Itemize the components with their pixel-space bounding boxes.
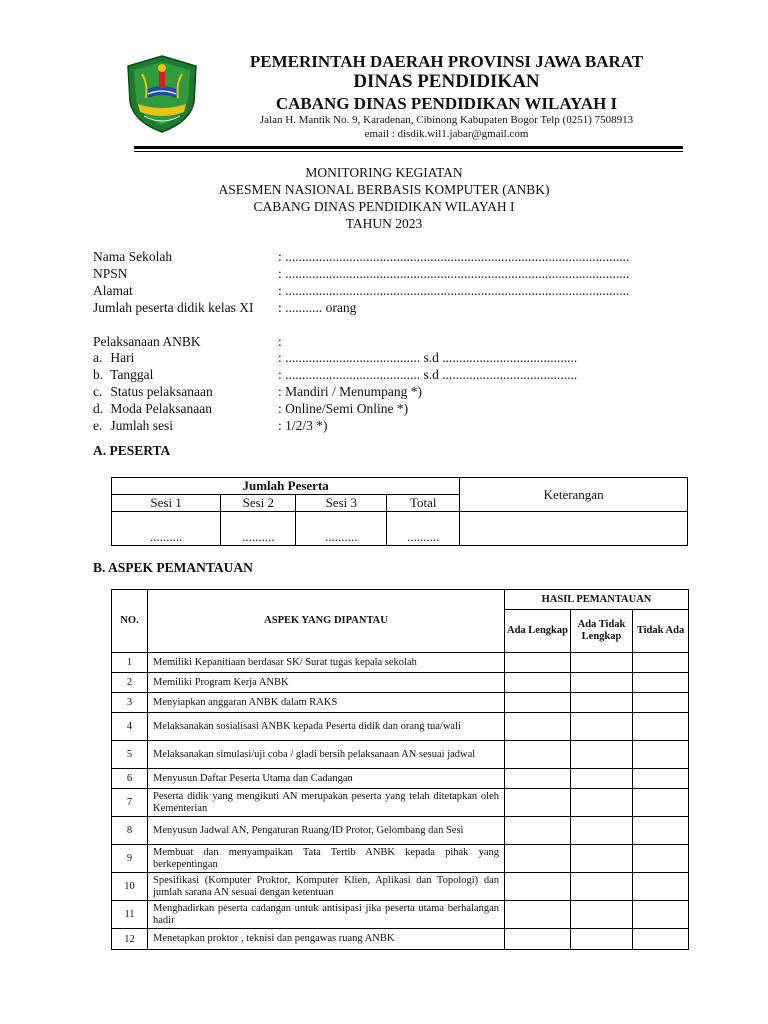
tidak-ada-cell[interactable] [633,713,689,741]
col-ada-tidak-lengkap-header: Ada Tidak Lengkap [571,610,633,653]
tidak-ada-cell[interactable] [633,929,689,950]
item-number: b. [93,367,104,382]
ada-tidak-lengkap-cell[interactable] [571,929,633,950]
tidak-ada-cell[interactable] [633,653,689,673]
row-aspect-text: Memiliki Kepanitiaan berdasar SK/ Surat tugas kepala sekolah [148,653,505,673]
info-label: Alamat [93,283,133,298]
item-value-blank[interactable]: : ........................................ s.d ........................................ [278,367,578,382]
row-aspect-text: Melaksanakan simulasi/uji coba / gladi bersih pelaksanaan AN sesuai jadwal [148,741,505,769]
ada-tidak-lengkap-cell[interactable] [571,673,633,693]
item-number: e. [93,418,103,433]
row-number: 2 [112,673,148,693]
section-b-title: B. ASPEK PEMANTAUAN [93,560,253,575]
item-number: a. [93,350,103,365]
tidak-ada-cell[interactable] [633,693,689,713]
header-divider-thin [134,151,683,152]
ada-tidak-lengkap-cell[interactable] [571,845,633,873]
row-number: 9 [112,845,148,873]
row-number: 5 [112,741,148,769]
info-value-blank[interactable]: : ...................................................................................................... [278,249,630,264]
item-number: d. [93,401,104,416]
row-aspect-text: Menetapkan proktor , teknisi dan pengawas ruang ANBK [148,929,505,950]
total-cell[interactable]: .......... [387,512,460,546]
row-number: 4 [112,713,148,741]
ada-tidak-lengkap-cell[interactable] [571,769,633,789]
col-tidak-ada-header: Tidak Ada [633,610,689,653]
ada-lengkap-cell[interactable] [505,653,571,673]
row-aspect-text: Menyusun Daftar Peserta Utama dan Cadangan [148,769,505,789]
info-value-blank[interactable]: : ........... orang [278,300,357,315]
sesi-2-cell[interactable]: .......... [221,512,296,546]
ada-tidak-lengkap-cell[interactable] [571,693,633,713]
item-label: Moda Pelaksanaan [110,401,212,416]
item-label: Status pelaksanaan [110,384,213,399]
ada-lengkap-cell[interactable] [505,901,571,929]
row-aspect-text: Memiliki Program Kerja ANBK [148,673,505,693]
tidak-ada-cell[interactable] [633,901,689,929]
table-row [112,817,689,845]
ada-tidak-lengkap-cell[interactable] [571,789,633,817]
header-branch-name: CABANG DINAS PENDIDIKAN WILAYAH I [275,94,618,113]
aspek-pemantauan-table [111,589,689,950]
table-row [112,653,689,673]
info-value-blank[interactable]: : ...................................................................................................... [278,266,630,281]
tidak-ada-cell[interactable] [633,873,689,901]
table-row [112,741,689,769]
section-a-title: A. PESERTA [93,443,171,458]
row-aspect-text: Melaksanakan sosialisasi ANBK kepada Peserta didik dan orang tua/wali [148,713,505,741]
pelaksanaan-label: Pelaksanaan ANBK [93,334,201,349]
ada-lengkap-cell[interactable] [505,845,571,873]
item-number: c. [93,384,103,399]
row-number: 7 [112,789,148,817]
ada-tidak-lengkap-cell[interactable] [571,713,633,741]
table-row [112,901,689,929]
jumlah-peserta-header: Jumlah Peserta [112,478,460,495]
ada-lengkap-cell[interactable] [505,929,571,950]
keterangan-cell[interactable] [460,512,688,546]
table-row [112,713,689,741]
doc-title-line3: CABANG DINAS PENDIDIKAN WILAYAH I [253,199,515,214]
ada-lengkap-cell[interactable] [505,693,571,713]
table-row [112,769,689,789]
sesi-1-header: Sesi 1 [112,495,221,512]
table-row [112,789,689,817]
ada-tidak-lengkap-cell[interactable] [571,817,633,845]
row-aspect-text: Membuat dan menyampaikan Tata Tertib ANBK kepada pihak yang berkepentingan [148,845,505,873]
ada-lengkap-cell[interactable] [505,741,571,769]
row-aspect-text: Menyusun Jadwal AN, Pengaturan Ruang/ID Protor, Gelombang dan Sesi [148,817,505,845]
row-number: 10 [112,873,148,901]
col-aspek-header: ASPEK YANG DIPANTAU [148,590,505,653]
ada-lengkap-cell[interactable] [505,789,571,817]
info-value-blank[interactable]: : ...................................................................................................... [278,283,630,298]
col-ada-lengkap-header: Ada Lengkap [505,610,571,653]
header-address: Jalan H. Mantik No. 9, Karadenan, Cibinong Kabupaten Bogor Telp (0251) 7508913 [259,114,634,126]
sesi-3-cell[interactable]: .......... [296,512,387,546]
tidak-ada-cell[interactable] [633,769,689,789]
ada-lengkap-cell[interactable] [505,673,571,693]
ada-tidak-lengkap-cell[interactable] [571,653,633,673]
ada-tidak-lengkap-cell[interactable] [571,901,633,929]
ada-lengkap-cell[interactable] [505,713,571,741]
keterangan-header: Keterangan [460,478,688,512]
tidak-ada-cell[interactable] [633,673,689,693]
row-aspect-text: Menghadirkan peserta cadangan untuk antisipasi jika peserta utama berhalangan hadir [148,901,505,929]
ada-tidak-lengkap-cell[interactable] [571,741,633,769]
sesi-3-header: Sesi 3 [296,495,387,512]
sesi-1-cell[interactable]: .......... [112,512,221,546]
info-label: Nama Sekolah [93,249,173,264]
info-label: NPSN [93,266,128,281]
tidak-ada-cell[interactable] [633,789,689,817]
row-aspect-text: Peserta didik yang mengikuti AN merupakan peserta yang telah ditetapkan oleh Kementerian [148,789,505,817]
row-number: 11 [112,901,148,929]
tidak-ada-cell[interactable] [633,741,689,769]
total-header: Total [387,495,460,512]
provincial-emblem-logo [124,54,200,134]
peserta-table [111,477,688,546]
ada-lengkap-cell[interactable] [505,817,571,845]
table-row [112,873,689,901]
header-agency-name: DINAS PENDIDIKAN [353,71,540,92]
sesi-2-header: Sesi 2 [221,495,296,512]
table-row [112,673,689,693]
item-label: Jumlah sesi [110,418,173,433]
doc-title-line4: TAHUN 2023 [345,216,423,231]
row-number: 12 [112,929,148,950]
header-email: email : disdik.wil1.jabar@gmail.com [364,128,529,140]
row-number: 8 [112,817,148,845]
header-government-name: PEMERINTAH DAERAH PROVINSI JAWA BARAT [249,52,644,71]
item-label: Hari [110,350,135,365]
col-hasil-header: HASIL PEMANTAUAN [505,590,689,610]
item-value-option[interactable]: : 1/2/3 *) [278,418,328,433]
ada-tidak-lengkap-cell[interactable] [571,873,633,901]
info-label: Jumlah peserta didik kelas XI [93,300,254,315]
row-number: 6 [112,769,148,789]
item-value-option[interactable]: : Online/Semi Online *) [278,401,409,416]
item-value-option[interactable]: : Mandiri / Menumpang *) [278,384,422,399]
row-number: 1 [112,653,148,673]
table-row [112,929,689,950]
item-label: Tanggal [110,367,154,382]
row-aspect-text: Spesifikasi (Komputer Proktor, Komputer Klien, Aplikasi dan Topologi) dan jumlah sarana AN sesuai dengan ketentuan [148,873,505,901]
table-row [112,845,689,873]
tidak-ada-cell[interactable] [633,817,689,845]
col-no-header: NO. [112,590,148,653]
header-divider-thick [134,146,683,149]
table-row [112,693,689,713]
pelaksanaan-colon: : [278,334,282,349]
tidak-ada-cell[interactable] [633,845,689,873]
row-number: 3 [112,693,148,713]
doc-title-line1: MONITORING KEGIATAN [305,165,463,180]
item-value-blank[interactable]: : ........................................ s.d ........................................ [278,350,578,365]
ada-lengkap-cell[interactable] [505,769,571,789]
ada-lengkap-cell[interactable] [505,873,571,901]
doc-title-line2: ASESMEN NASIONAL BERBASIS KOMPUTER (ANBK) [218,182,550,197]
row-aspect-text: Menyiapkan anggaran ANBK dalam RAKS [148,693,505,713]
